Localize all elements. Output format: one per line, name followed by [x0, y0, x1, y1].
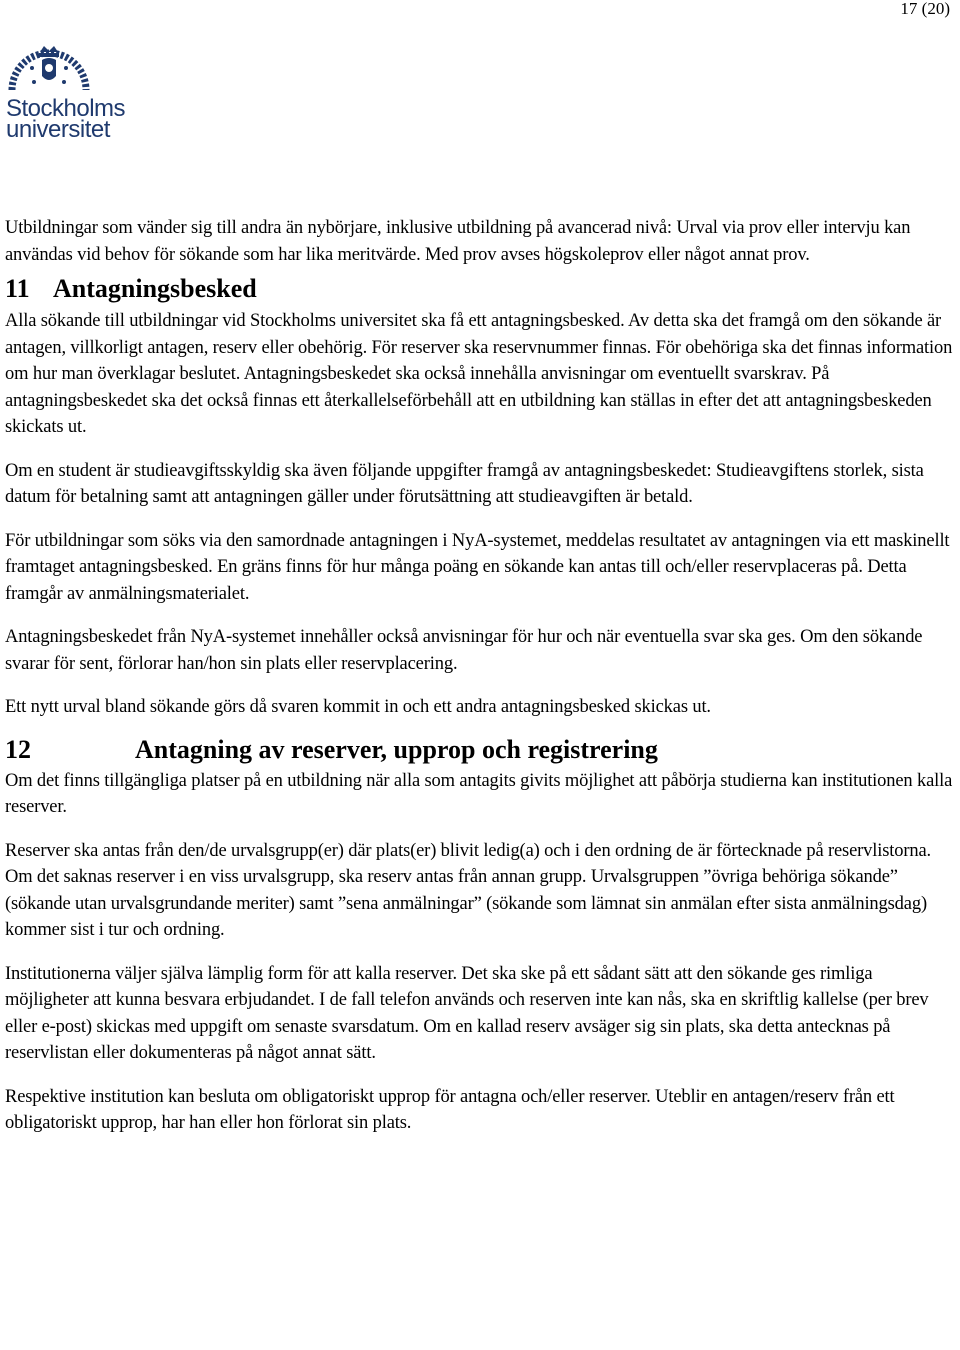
section-12-paragraph-1: Om det finns tillgängliga platser på en utbildning när alla som antagits givits möjlighet att påbörja studierna kan institutionen kalla reserver.: [5, 770, 953, 817]
section-12-paragraph-4: Respektive institution kan besluta om obligatoriskt upprop för antagna och/eller reserver. Uteblir en antagen/reserv från ett obligatoriskt upprop, har han eller hon förlorat sin plats.: [5, 1086, 895, 1133]
logo-line-1: Stockholms: [6, 95, 126, 122]
section-12-title: Antagning av reserver, upprop och registrering: [135, 734, 658, 764]
section-11-heading: [5, 274, 955, 304]
section-11-paragraph-1: Alla sökande till utbildningar vid Stockholms universitet ska få ett antagningsbesked. Av detta ska det framgå om den sökande är antagen, villkorligt antagen, reserv eller obehörig. För reserver ska reservnummer finnas. För obehöriga ska det finnas information om hur man överklagar beslutet. Antagningsbeskedet ska också innehålla anvisningar om eventuellt svarskrav. På antagningsbeskedet ska det också finnas ett återkallelseförbehåll att en utbildning kan ställas in efter det att antagningsbeskeden skickats ut.: [5, 311, 953, 437]
section-12-paragraph-2: Reserver ska antas från den/de urvalsgrupp(er) där plats(er) blivit ledig(a) och i den ordning de är förtecknade på reservlistorna. Om det saknas reserver i en viss urvalsgrupp, ska reserv antas från annan grupp. Urvalsgruppen ”övriga behöriga sökande” (sökande utan urvalsgrundande meriter) samt ”sena anmälningar” (sökande som lämnat sin anmälan efter sista anmälningsdag) kommer sist i tur och ordning.: [5, 840, 932, 940]
page-number: 17 (20): [900, 0, 950, 18]
university-seal-icon: [4, 38, 94, 98]
section-11-paragraph-4: Antagningsbeskedet från NyA-systemet innehåller också anvisningar för hur och när eventuella svar ska ges. Om den sökande svarar för sent, förlorar han/hon sin plats eller reservplacering.: [5, 627, 923, 674]
section-12-heading: [5, 735, 955, 765]
section-11-paragraph-2: Om en student är studieavgiftsskyldig ska även följande uppgifter framgå av antagningsbeskedet: Studieavgiftens storlek, sista datum för betalning samt att antagningen gäller under förutsättning att studieavgiften är betald.: [5, 460, 924, 507]
section-11-number: 11: [5, 274, 30, 303]
document-body: [5, 215, 955, 1137]
logo-wordmark: [6, 95, 126, 143]
intro-paragraph: Utbildningar som vänder sig till andra än nybörjare, inklusive utbildning på avancerad nivå: Urval via prov eller intervju kan användas vid behov för sökande som har lika meritvärde. Med prov avses högskoleprov eller något annat prov.: [5, 218, 911, 265]
logo-line-2: universitet: [6, 116, 110, 143]
section-11-paragraph-5: Ett nytt urval bland sökande görs då svaren kommit in och ett andra antagningsbesked skickas ut.: [5, 697, 711, 717]
university-logo: [4, 38, 128, 142]
section-11-title: Antagningsbesked: [53, 274, 257, 303]
section-12-number: 12: [5, 734, 31, 764]
section-12-paragraph-3: Institutionerna väljer själva lämplig form för att kalla reserver. Det ska ske på ett sådant sätt att den sökande ges rimliga möjligheter att kunna besvara erbjudandet. I de fall telefon används och reserven inte kan nås, ska en skriftlig kallelse (per brev eller e-post) skickas med uppgift om senaste svarsdatum. Om en kallad reserv avsäger sig sin plats, ska detta antecknas på reservlistan eller dokumenteras på något annat sätt.: [5, 963, 929, 1063]
section-11-paragraph-3: För utbildningar som söks via den samordnade antagningen i NyA-systemet, meddelas resultatet av antagningen via ett maskinellt framtaget antagningsbesked. En gräns finns för hur många poäng en sökande kan antas till och/eller reservplaceras på. Detta framgår av anmälningsmaterialet.: [5, 530, 950, 604]
